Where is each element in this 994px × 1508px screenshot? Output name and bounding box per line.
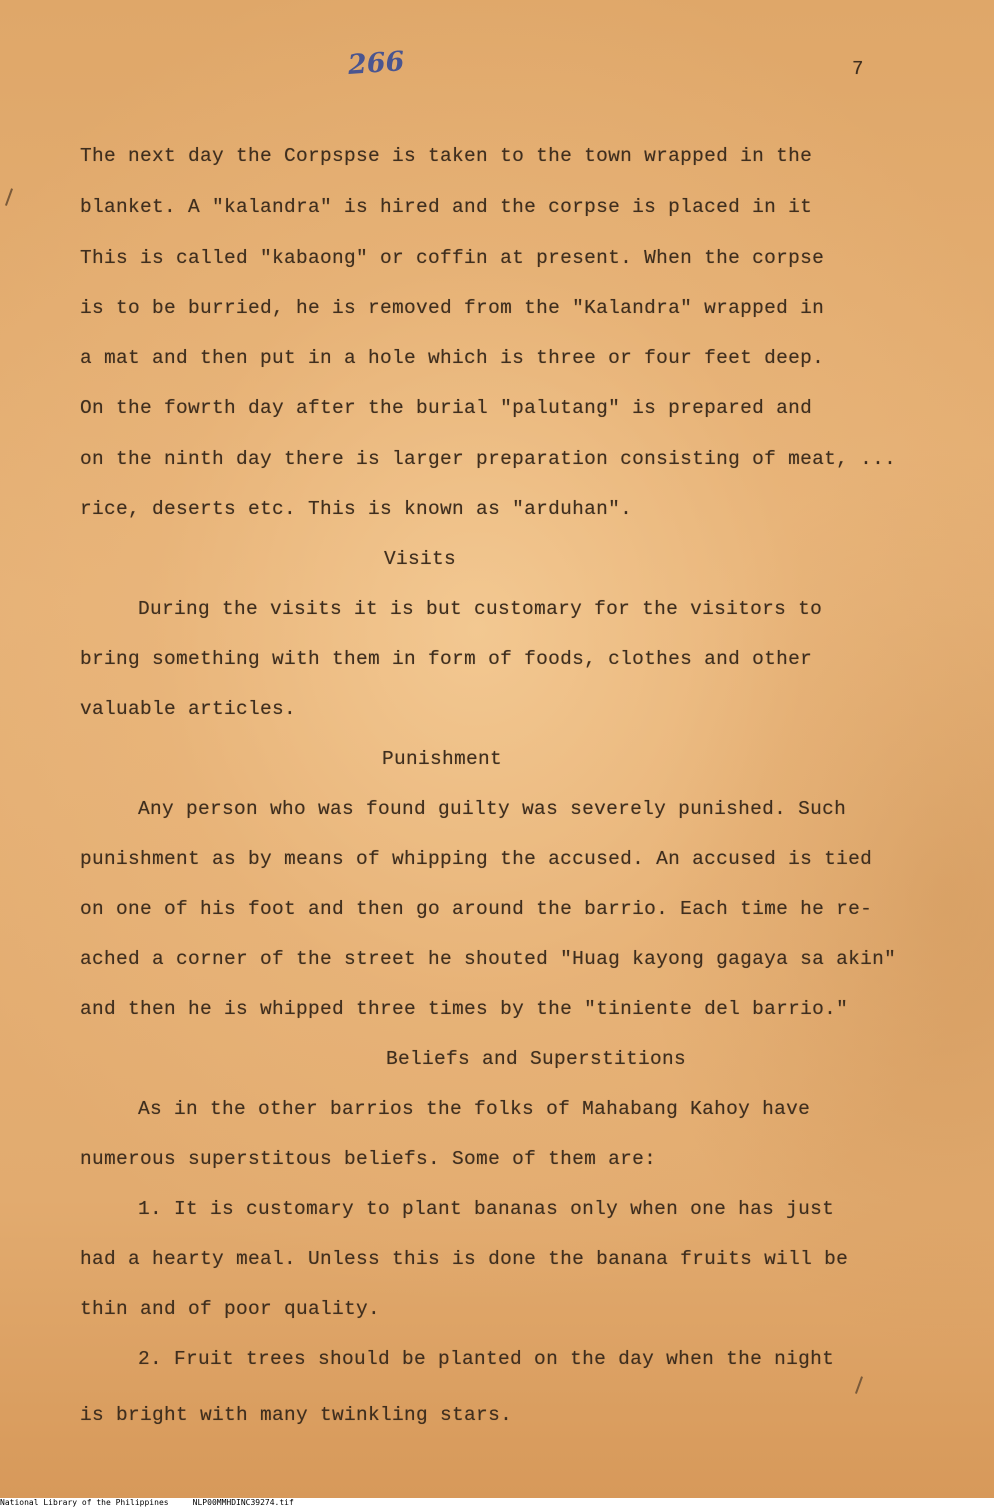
handwritten-page-number: 266 <box>346 46 406 81</box>
footer-institution: National Library of the Philippines <box>0 1498 169 1507</box>
text-line: a mat and then put in a hole which is three or four feet deep. <box>80 347 825 369</box>
text-line: rice, deserts etc. This is known as "arduhan". <box>80 498 633 520</box>
text-line: 2. Fruit trees should be planted on the day when the night <box>138 1348 835 1370</box>
page-number: 7 <box>852 58 864 80</box>
text-line: had a hearty meal. Unless this is done the banana fruits will be <box>80 1248 849 1270</box>
text-line: on the ninth day there is larger preparation consisting of meat, ... <box>80 448 897 470</box>
section-heading-beliefs: Beliefs and Superstitions <box>386 1048 687 1070</box>
margin-mark <box>855 1376 863 1393</box>
text-line: During the visits it is but customary for the visitors to <box>138 598 823 620</box>
text-line: is bright with many twinkling stars. <box>80 1404 513 1426</box>
text-line: and then he is whipped three times by the "tiniente del barrio." <box>80 998 849 1020</box>
text-line: On the fowrth day after the burial "palutang" is prepared and <box>80 397 813 419</box>
text-line: The next day the Corpspse is taken to the town wrapped in the <box>80 145 813 167</box>
text-line: is to be burried, he is removed from the "Kalandra" wrapped in <box>80 297 825 319</box>
text-line: thin and of poor quality. <box>80 1298 381 1320</box>
scan-footer <box>0 1498 994 1508</box>
text-line: This is called "kabaong" or coffin at present. When the corpse <box>80 247 825 269</box>
text-line: As in the other barrios the folks of Mahabang Kahoy have <box>138 1098 811 1120</box>
text-line: numerous superstitous beliefs. Some of them are: <box>80 1148 657 1170</box>
footer-file-id: NLP00MMHDINC39274.tif <box>192 1498 294 1507</box>
text-line: Any person who was found guilty was severely punished. Such <box>138 798 847 820</box>
text-line: on one of his foot and then go around the barrio. Each time he re- <box>80 898 873 920</box>
text-line: ached a corner of the street he shouted "Huag kayong gagaya sa akin" <box>80 948 897 970</box>
text-line: valuable articles. <box>80 698 297 720</box>
text-line: bring something with them in form of foods, clothes and other <box>80 648 813 670</box>
text-line: blanket. A "kalandra" is hired and the corpse is placed in it <box>80 196 813 218</box>
text-line: punishment as by means of whipping the accused. An accused is tied <box>80 848 873 870</box>
margin-mark <box>5 188 13 205</box>
section-heading-punishment: Punishment <box>382 748 503 770</box>
section-heading-visits: Visits <box>384 548 457 570</box>
text-line: 1. It is customary to plant bananas only when one has just <box>138 1198 835 1220</box>
